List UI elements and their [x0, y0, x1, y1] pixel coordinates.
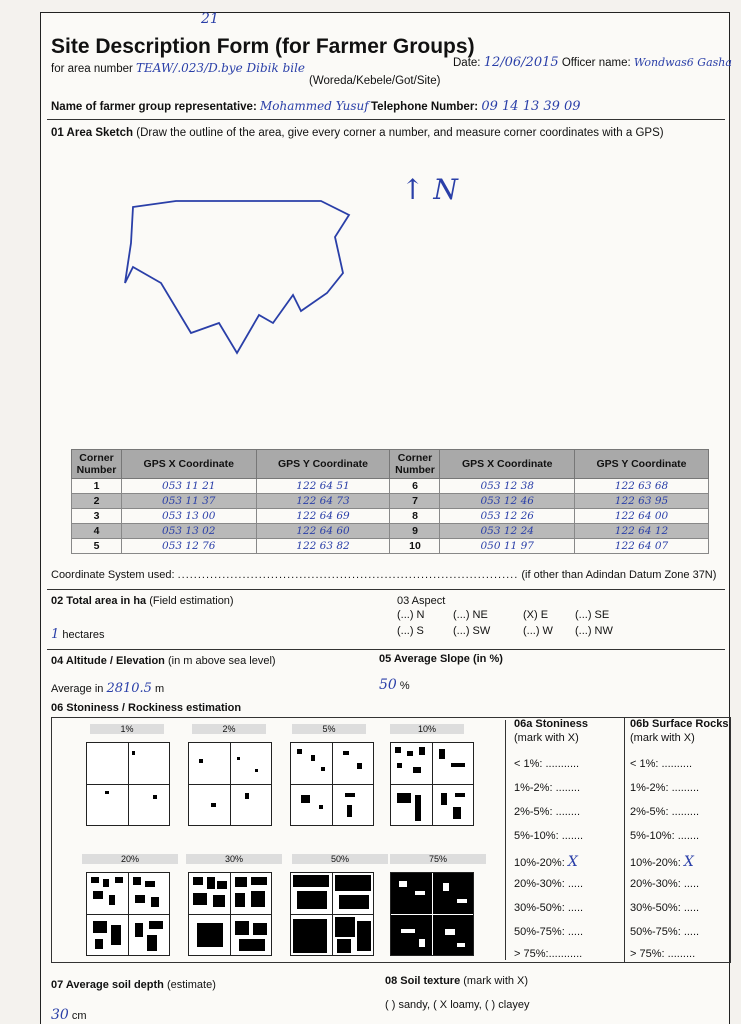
table-row — [72, 539, 709, 554]
area-value[interactable]: 1 — [51, 627, 60, 642]
surface-rocks-option[interactable]: > 75%: ......... — [630, 948, 696, 960]
slope-heading-label: 05 Average Slope (in %) — [379, 653, 503, 665]
stoniness-col-sub: (mark with X) — [514, 732, 579, 744]
col-gps-y: GPS Y Coordinate — [574, 450, 708, 479]
grid-label: 75% — [390, 854, 486, 864]
area-unit: hectares — [62, 629, 105, 641]
col-corner-number: Corner Number — [390, 450, 440, 479]
soil-texture-options[interactable]: ( ) sandy, ( X loamy, ( ) clayey — [385, 999, 530, 1011]
stoniness-option[interactable]: > 75%:........... — [514, 948, 583, 960]
col-gps-y: GPS Y Coordinate — [256, 450, 390, 479]
stoniness-option[interactable]: 2%-5%: ........ — [514, 806, 581, 818]
altitude-heading-label: 04 Altitude / Elevation — [51, 655, 165, 667]
corner-number: 6 — [390, 479, 440, 494]
slope-value-line — [379, 677, 410, 693]
phone-line — [371, 99, 581, 114]
stoniness-option[interactable]: 20%-30%: ..... — [514, 878, 584, 890]
corner-number: 9 — [390, 524, 440, 539]
grid-label: 5% — [292, 724, 366, 734]
representative-value[interactable]: Mohammed Yusuf — [260, 99, 369, 113]
column-divider — [624, 718, 625, 962]
soil-depth-value[interactable]: 30 — [51, 1007, 69, 1023]
stoniness-option-selected[interactable]: 10%-20%: X — [514, 854, 578, 870]
table-row — [72, 479, 709, 494]
gps-y[interactable]: 122 63 68 — [574, 479, 708, 494]
surface-rocks-option-selected[interactable]: 10%-20%: X — [630, 854, 694, 870]
stoniness-grid — [390, 742, 474, 826]
table-row — [72, 524, 709, 539]
col-corner-number: Corner Number — [72, 450, 122, 479]
gps-y[interactable]: 122 64 73 — [256, 494, 390, 509]
sketch-heading-num: 01 Area Sketch — [51, 127, 134, 139]
soil-depth-heading — [51, 979, 216, 991]
corner-number: 3 — [72, 509, 122, 524]
surface-rocks-option[interactable]: 2%-5%: ......... — [630, 806, 700, 818]
gps-y[interactable]: 122 64 00 — [574, 509, 708, 524]
corner-number: 2 — [72, 494, 122, 509]
stoniness-grid — [188, 742, 272, 826]
sketch-heading — [51, 127, 721, 139]
sketch-heading-text: (Draw the outline of the area, give every corner a number, and measure corner coordinates with a GPS) — [136, 127, 664, 139]
soil-texture-heading-sub: (mark with X) — [463, 975, 529, 987]
form-title: Site Description Form (for Farmer Groups) — [51, 35, 475, 58]
stoniness-heading — [51, 702, 241, 714]
grid-label: 2% — [192, 724, 266, 734]
surface-rocks-option[interactable]: 30%-50%: ..... — [630, 902, 700, 914]
gps-y[interactable]: 122 63 82 — [256, 539, 390, 554]
gps-x[interactable]: 053 12 24 — [440, 524, 575, 539]
surface-rocks-option[interactable]: < 1%: .......... — [630, 758, 693, 770]
gps-y[interactable]: 122 64 07 — [574, 539, 708, 554]
stoniness-option[interactable]: 1%-2%: ........ — [514, 782, 581, 794]
altitude-unit: m — [155, 683, 165, 695]
table-header-row — [72, 450, 709, 479]
north-arrow: ↑ N — [401, 173, 458, 206]
gps-x[interactable]: 053 12 38 — [440, 479, 575, 494]
soil-depth-heading-sub: (estimate) — [166, 979, 216, 991]
slope-unit: % — [399, 680, 410, 692]
phone-value[interactable]: 09 14 13 39 09 — [481, 99, 581, 114]
grid-label: 10% — [390, 724, 464, 734]
date-officer-line — [453, 55, 732, 70]
stoniness-grid — [86, 742, 170, 826]
aspect-option-s[interactable]: (...) S — [397, 625, 424, 637]
table-row — [72, 509, 709, 524]
surface-rocks-mark: X — [683, 854, 694, 870]
stoniness-grid — [290, 872, 374, 956]
gps-x[interactable]: 053 12 26 — [440, 509, 575, 524]
area-heading-label: 02 Total area in ha — [51, 595, 147, 607]
surface-rocks-option[interactable]: 5%-10%: ....... — [630, 830, 700, 842]
aspect-option-w[interactable]: (...) W — [523, 625, 553, 637]
representative-label: Name of farmer group representative: — [51, 101, 257, 113]
gps-y[interactable]: 122 64 69 — [256, 509, 390, 524]
soil-depth-unit: cm — [71, 1010, 87, 1022]
stoniness-col-head: 06a Stoniness — [514, 718, 588, 730]
stoniness-grid — [86, 872, 170, 956]
divider — [47, 119, 725, 120]
grid-label: 50% — [292, 854, 388, 864]
stoniness-heading-label: 06 Stoniness / Rockiness estimation — [51, 702, 242, 714]
gps-x[interactable]: 053 11 37 — [122, 494, 257, 509]
soil-texture-heading-label: 08 Soil texture — [385, 975, 461, 987]
aspect-option-n[interactable]: (...) N — [397, 609, 425, 621]
surface-rocks-option[interactable]: 20%-30%: ..... — [630, 878, 700, 890]
aspect-options — [397, 609, 637, 641]
coord-system-label: Coordinate System used: — [51, 569, 175, 581]
soil-texture-heading — [385, 975, 528, 987]
corner-number: 10 — [390, 539, 440, 554]
officer-value[interactable]: Wondwas6 Gasha — [633, 56, 732, 69]
form-page — [40, 12, 730, 1024]
sketch-outline — [125, 201, 349, 353]
gps-x[interactable]: 053 13 00 — [122, 509, 257, 524]
woreda-label: (Woreda/Kebele/Got/Site) — [309, 75, 441, 87]
corner-number: 7 — [390, 494, 440, 509]
gps-y[interactable]: 122 63 95 — [574, 494, 708, 509]
stoniness-option[interactable]: 5%-10%: ....... — [514, 830, 584, 842]
stoniness-mark: X — [567, 854, 578, 870]
gps-y[interactable]: 122 64 12 — [574, 524, 708, 539]
coord-system-note: (if other than Adindan Datum Zone 37N) — [521, 569, 717, 581]
stoniness-grid — [390, 872, 474, 956]
gps-x[interactable]: 053 13 02 — [122, 524, 257, 539]
grid-label: 1% — [90, 724, 164, 734]
corner-number: 5 — [72, 539, 122, 554]
area-number-value[interactable]: TEAW/.023/D.bye Dibik bile — [136, 61, 306, 75]
officer-label: Officer name: — [561, 57, 631, 69]
phone-label: Telephone Number: — [371, 101, 479, 113]
grid-label: 20% — [82, 854, 178, 864]
aspect-heading: 03 Aspect — [397, 595, 446, 607]
gps-x[interactable]: 053 12 46 — [440, 494, 575, 509]
altitude-value-line — [51, 681, 164, 696]
gps-y[interactable]: 122 64 51 — [256, 479, 390, 494]
divider — [47, 589, 725, 590]
aspect-option-nw[interactable]: (...) NW — [575, 625, 613, 637]
stoniness-option[interactable]: < 1%: ........... — [514, 758, 580, 770]
corner-number: 4 — [72, 524, 122, 539]
surface-rocks-option[interactable]: 50%-75%: ..... — [630, 926, 700, 938]
stoniness-grid — [290, 742, 374, 826]
stoniness-reference-chart — [54, 720, 506, 960]
col-gps-x: GPS X Coordinate — [122, 450, 257, 479]
surface-rocks-col-sub: (mark with X) — [630, 732, 695, 744]
gps-x[interactable]: 053 12 76 — [122, 539, 257, 554]
stoniness-grid — [188, 872, 272, 956]
aspect-option-se[interactable]: (...) SE — [575, 609, 610, 621]
altitude-heading — [51, 655, 276, 667]
area-value-line — [51, 627, 105, 642]
surface-rocks-col-head: 06b Surface Rocks — [630, 718, 729, 730]
coord-system-line: Coordinate System used: .................................................................................... (if other than Adindan Datum Zone 37N) — [51, 569, 717, 581]
stoniness-option[interactable]: 30%-50%: ..... — [514, 902, 584, 914]
area-heading-sub: (Field estimation) — [149, 595, 234, 607]
area-number-label: for area number — [51, 63, 133, 75]
date-value[interactable]: 12/06/2015 — [483, 55, 559, 70]
slope-heading — [379, 653, 503, 665]
stoniness-option[interactable]: 50%-75%: ..... — [514, 926, 584, 938]
gps-y[interactable]: 122 64 60 — [256, 524, 390, 539]
soil-depth-heading-label: 07 Average soil depth — [51, 979, 164, 991]
soil-depth-value-line — [51, 1007, 87, 1023]
aspect-option-e[interactable]: (X) E — [523, 609, 549, 621]
top-mark: 21 — [201, 11, 219, 27]
date-label: Date: — [453, 57, 481, 69]
area-heading — [51, 595, 234, 607]
aspect-option-sw[interactable]: (...) SW — [453, 625, 491, 637]
altitude-avg-label: Average in — [51, 683, 104, 695]
area-number-line — [51, 61, 305, 75]
gps-x[interactable]: 050 11 97 — [440, 539, 575, 554]
altitude-value[interactable]: 2810.5 — [106, 681, 152, 696]
corner-number: 1 — [72, 479, 122, 494]
col-gps-x: GPS X Coordinate — [440, 450, 575, 479]
surface-rocks-option[interactable]: 1%-2%: ......... — [630, 782, 700, 794]
divider — [47, 649, 725, 650]
gps-x[interactable]: 053 11 21 — [122, 479, 257, 494]
grid-label: 30% — [186, 854, 282, 864]
table-row — [72, 494, 709, 509]
aspect-option-ne[interactable]: (...) NE — [453, 609, 488, 621]
slope-value[interactable]: 50 — [379, 677, 397, 693]
altitude-heading-sub: (in m above sea level) — [167, 655, 276, 667]
gps-coordinates-table — [71, 449, 709, 554]
stoniness-section — [51, 717, 731, 963]
corner-number: 8 — [390, 509, 440, 524]
representative-line — [51, 99, 369, 113]
